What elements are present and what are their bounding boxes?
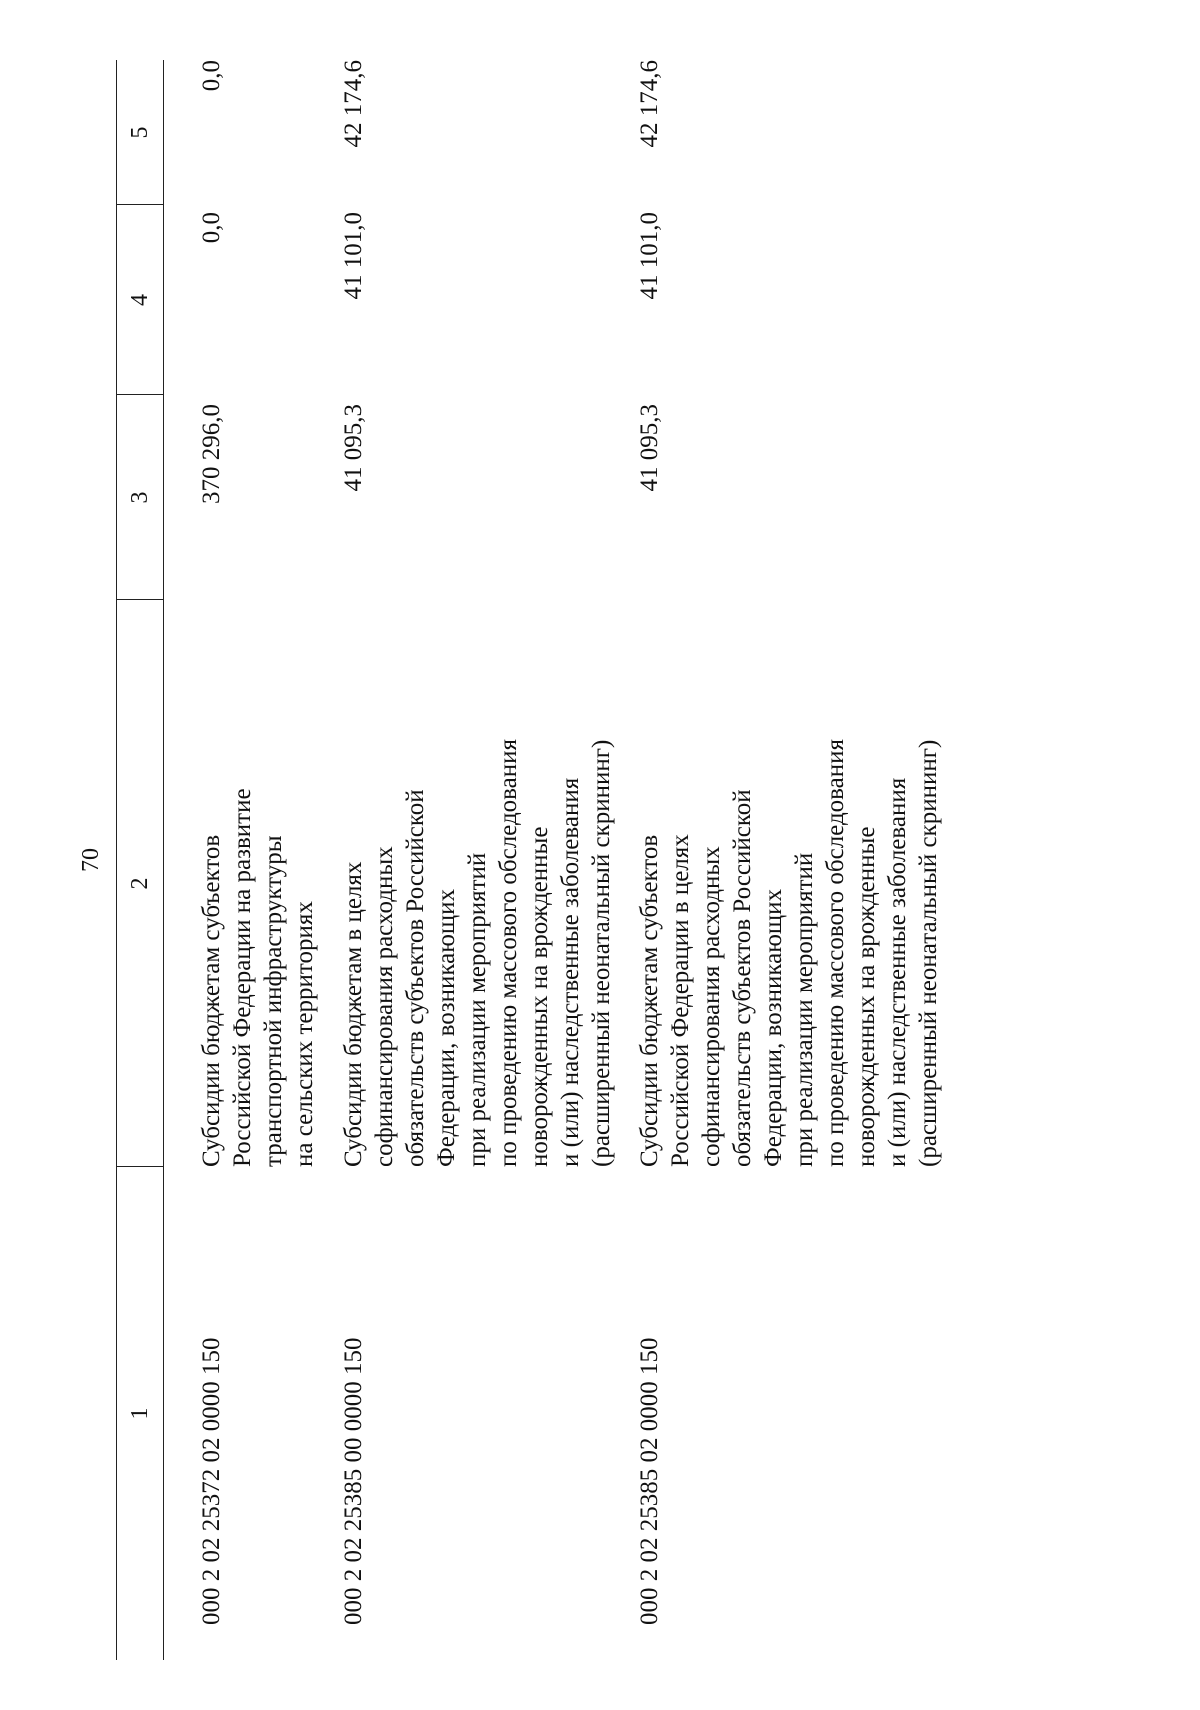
page-number: 70 <box>78 848 104 872</box>
description-line: (расширенный неонатальный скрининг) <box>915 739 942 1167</box>
description-line: Российской Федерации в целях <box>667 834 694 1167</box>
value-col-5: 42 174,6 <box>340 60 367 148</box>
description-line: при реализации мероприятий <box>464 852 491 1167</box>
description-line: и (или) наследственные заболевания <box>557 777 584 1167</box>
row-description <box>634 607 944 1167</box>
description-line: при реализации мероприятий <box>791 852 818 1167</box>
budget-table <box>116 60 942 1660</box>
description-line: Субсидии бюджетам в целях <box>340 861 367 1167</box>
header-col-1: 1 <box>127 1407 153 1420</box>
description-line: Федерации, возникающих <box>760 888 787 1167</box>
value-col-5: 42 174,6 <box>636 60 663 148</box>
description-line: софинансирования расходных <box>698 846 725 1167</box>
row-description <box>196 607 320 1167</box>
header-col-5: 5 <box>127 126 153 139</box>
description-line: обязательств субъектов Российской <box>402 789 429 1167</box>
description-line: Федерации, возникающих <box>433 888 460 1167</box>
row-description <box>338 607 617 1167</box>
description-line: новорожденных на врожденные <box>526 826 553 1167</box>
value-col-3: 41 095,3 <box>340 404 367 492</box>
value-col-5: 0,0 <box>198 60 225 92</box>
header-col-2: 2 <box>127 877 153 890</box>
value-col-3: 370 296,0 <box>198 404 225 504</box>
description-line: по проведению массового обследования <box>495 739 522 1167</box>
description-line: софинансирования расходных <box>371 846 398 1167</box>
value-col-4: 41 101,0 <box>636 212 663 300</box>
description-line: на сельских территориях <box>291 901 318 1167</box>
value-col-4: 0,0 <box>198 212 225 244</box>
description-line: по проведению массового обследования <box>822 739 849 1167</box>
budget-code: 000 2 02 25372 02 0000 150 <box>198 1337 225 1625</box>
description-line: (расширенный неонатальный скрининг) <box>588 739 615 1167</box>
value-col-3: 41 095,3 <box>636 404 663 492</box>
description-line: и (или) наследственные заболевания <box>884 777 911 1167</box>
table-header-row <box>116 60 164 1660</box>
description-line: Субсидии бюджетам субъектов <box>198 834 225 1167</box>
budget-code: 000 2 02 25385 00 0000 150 <box>340 1337 367 1625</box>
description-line: транспортной инфраструктуры <box>260 835 287 1167</box>
budget-code: 000 2 02 25385 02 0000 150 <box>636 1337 663 1625</box>
description-line: новорожденных на врожденные <box>853 826 880 1167</box>
description-line: Субсидии бюджетам субъектов <box>636 834 663 1167</box>
rotated-table-content <box>70 60 1170 1660</box>
value-col-4: 41 101,0 <box>340 212 367 300</box>
header-col-3: 3 <box>127 491 153 504</box>
description-line: Российской Федерации на развитие <box>229 788 256 1167</box>
description-line: обязательств субъектов Российской <box>729 789 756 1167</box>
header-col-4: 4 <box>127 294 153 306</box>
